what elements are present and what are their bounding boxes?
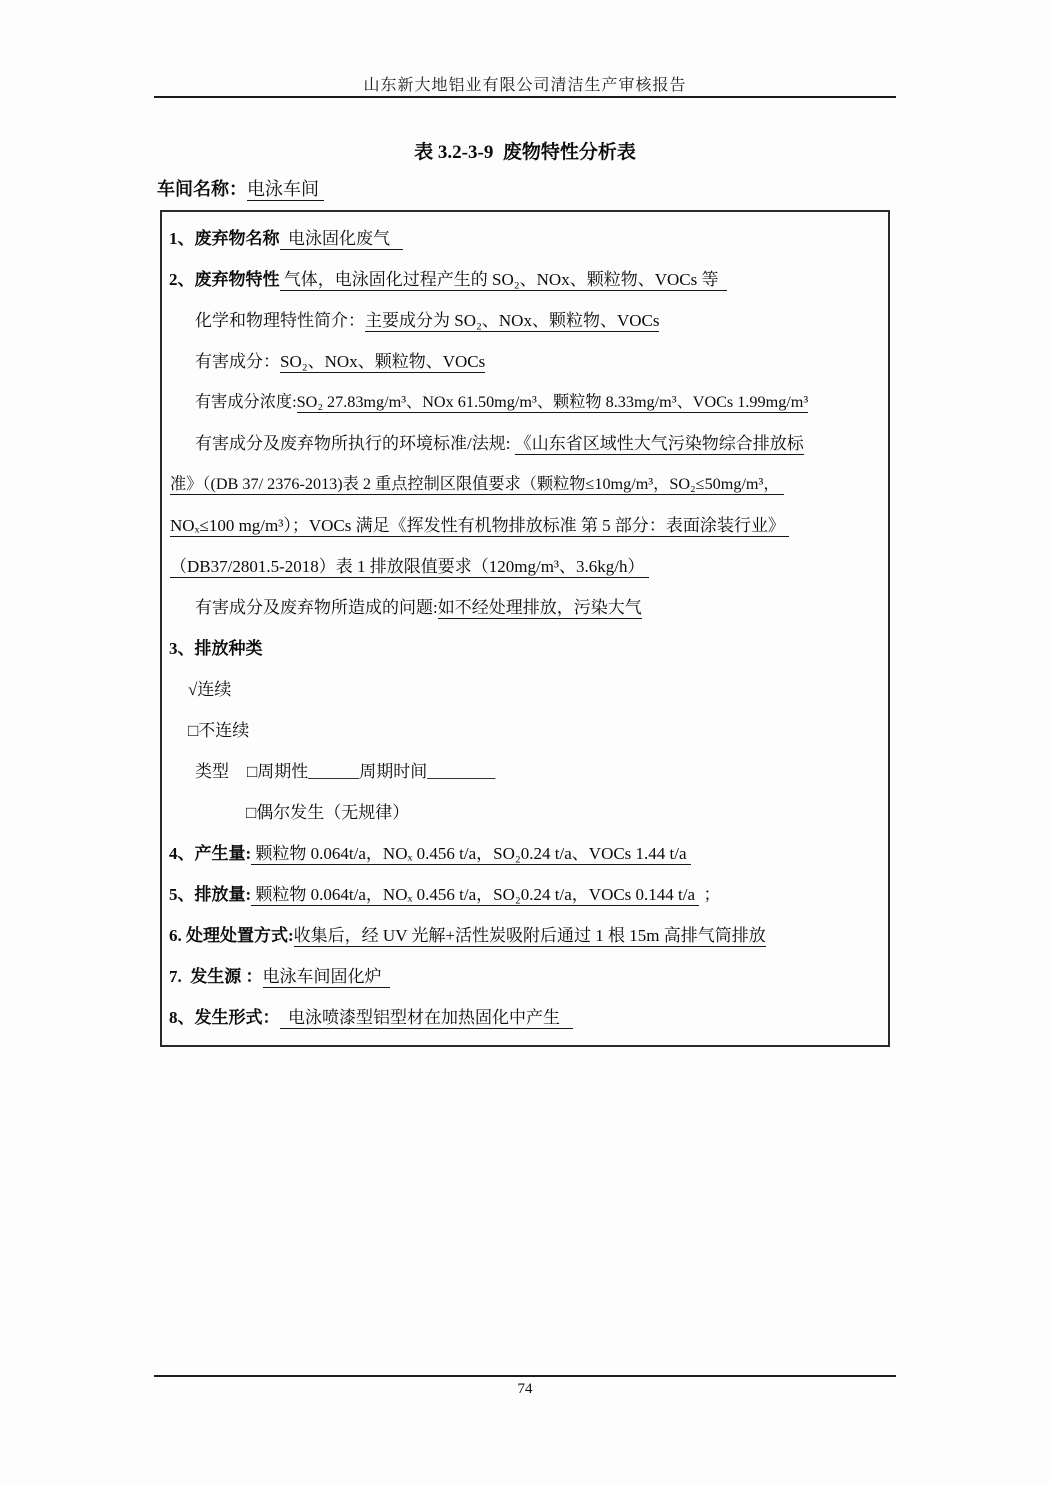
occasional-option-label: □偶尔发生（无规律）: [246, 803, 410, 822]
row-emission-type-heading: [162, 628, 888, 669]
row-waste-property-label: 2、废弃物特性: [169, 270, 280, 289]
row-waste-name-label: 1、废弃物名称: [169, 229, 280, 248]
caused-problems-value: 如不经处理排放，污染大气: [437, 598, 642, 617]
row-generation-amount: [162, 833, 888, 874]
row-emission-amount: [162, 874, 888, 915]
harmful-components-label: 有害成分：: [195, 352, 280, 371]
header-rule: [154, 96, 896, 98]
env-standards-value-line1: 《山东省区域性大气污染物综合排放标: [514, 434, 804, 453]
row-chem-physical-intro: [162, 300, 888, 341]
env-standards-value-line4: （DB37/2801.5-2018）表 1 排放限值要求（120mg/m³、3.6kg/h）: [170, 557, 649, 576]
row-type-periodic: [162, 751, 888, 792]
row-generation-source: [162, 956, 888, 997]
treatment-method-value: 收集后，经 UV 光解+活性炭吸附后通过 1 根 15m 高排气筒排放: [293, 926, 766, 945]
env-standards-value-line3: NOₓ≤100 mg/m³）；VOCs 满足《挥发性有机物排放标准 第 5 部分：表面涂装行业》: [170, 516, 790, 535]
row-treatment-method: [162, 915, 888, 956]
row-noncontinuous-option: [162, 710, 888, 751]
generation-source-label: 7. 发生源 ：: [169, 967, 263, 986]
row-waste-name-value: 电泳固化废气: [279, 229, 403, 248]
row-occasional-option: [162, 792, 888, 833]
workshop-value: 电泳车间: [247, 179, 324, 199]
caused-problems-label: 有害成分及废弃物所造成的问题:: [195, 598, 438, 617]
workshop-name-line: [157, 175, 324, 201]
emission-amount-suffix: ；: [699, 885, 721, 904]
generation-amount-label: 4、产生量:: [169, 844, 252, 863]
row-harmful-concentration: [162, 382, 888, 423]
row-generation-form: [162, 997, 888, 1038]
generation-source-value: 电泳车间固化炉: [262, 967, 390, 986]
emission-amount-label: 5、排放量:: [169, 885, 252, 904]
row-waste-property-value: 气体，电泳固化过程产生的 SO₂、NOx、颗粒物、VOCs 等: [279, 270, 727, 289]
row-continuous-option: [162, 669, 888, 710]
generation-form-label: 8、发生形式：: [169, 1008, 280, 1027]
periodic-option-label: □周期性______周期时间________: [247, 762, 496, 781]
table-title: 表 3.2-3-9 废物特性分析表: [414, 142, 636, 163]
emission-amount-value: 颗粒物 0.064t/a，NOₓ 0.456 t/a，SO₂0.24 t/a，VOCs 0.144 t/a: [251, 885, 700, 904]
env-standards-value-line2: 准》（(DB 37/ 2376-2013)表 2 重点控制区限值要求（颗粒物≤10mg/m³，SO₂≤50mg/m³，: [170, 475, 784, 493]
chem-physical-intro-value: 主要成分为 SO₂、NOx、颗粒物、VOCs: [365, 311, 660, 330]
continuous-option-label: 连续: [197, 680, 232, 699]
generation-form-value: 电泳喷漆型铝型材在加热固化中产生: [279, 1008, 573, 1027]
footer-rule: [154, 1375, 896, 1377]
chem-physical-intro-label: 化学和物理特性简介：: [195, 311, 365, 330]
emission-type-heading-label: 3、排放种类: [169, 639, 263, 658]
row-env-standards-line1: [162, 423, 888, 464]
row-waste-name: [162, 218, 888, 259]
treatment-method-label: 6. 处理处置方式:: [169, 926, 294, 945]
type-label: 类型: [195, 762, 229, 781]
env-standards-label: 有害成分及废弃物所执行的环境标准/法规:: [195, 434, 515, 453]
row-waste-property: [162, 259, 888, 300]
row-env-standards-line4: [162, 546, 888, 587]
workshop-label: 车间名称：: [157, 179, 247, 199]
row-caused-problems: [162, 587, 888, 628]
row-env-standards-line3: [162, 505, 888, 546]
harmful-components-value: SO₂、NOx、颗粒物、VOCs: [280, 352, 486, 371]
noncontinuous-option-label: 不连续: [198, 721, 250, 740]
harmful-concentration-label: 有害成分浓度:: [195, 393, 297, 411]
page-number: 74: [517, 1381, 533, 1397]
report-header: 山东新大地铝业有限公司清洁生产审核报告: [363, 77, 687, 94]
row-env-standards-line2: [162, 464, 888, 505]
checkbox-icon: □: [188, 721, 199, 740]
harmful-concentration-value: SO₂ 27.83mg/m³、NOx 61.50mg/m³、颗粒物 8.33mg/m³、VOCs 1.99mg/m³: [296, 393, 809, 411]
generation-amount-value: 颗粒物 0.064t/a，NOₓ 0.456 t/a，SO₂0.24 t/a、VOCs 1.44 t/a: [251, 844, 691, 863]
checkmark-icon: √: [188, 680, 198, 699]
waste-characteristics-table: [160, 210, 890, 1047]
row-harmful-components: [162, 341, 888, 382]
